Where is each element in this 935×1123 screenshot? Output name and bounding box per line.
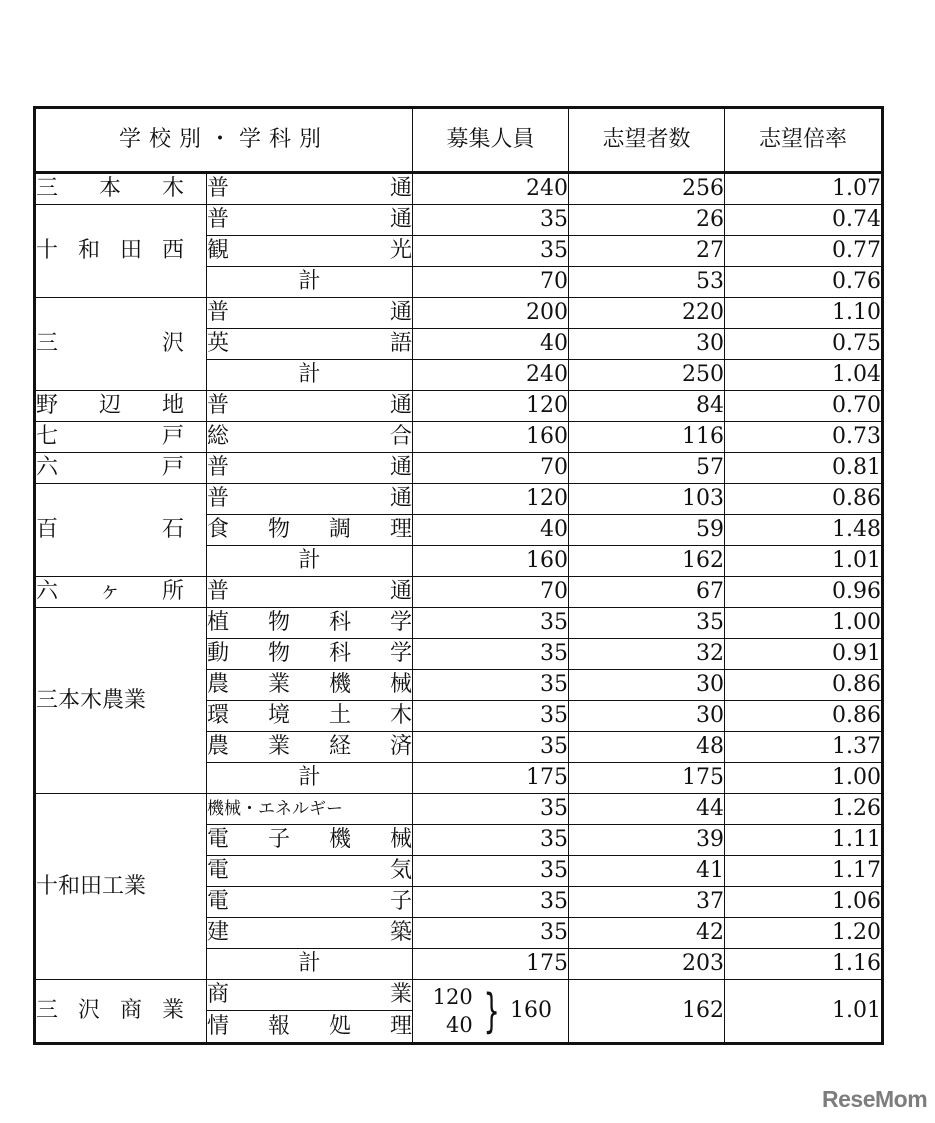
- dept-name: 植 物 科 学: [207, 608, 413, 639]
- applicants: 39: [569, 825, 725, 856]
- rate: 1.00: [725, 608, 883, 639]
- applicants: 220: [569, 298, 725, 329]
- school-name: 野 辺 地: [35, 391, 207, 422]
- dept-name: 電 子: [207, 887, 413, 918]
- dept-total: 計: [207, 267, 413, 298]
- rate: 1.20: [725, 918, 883, 949]
- applicants: 41: [569, 856, 725, 887]
- header-capacity: 募集人員: [413, 108, 569, 173]
- rate: 1.01: [725, 980, 883, 1044]
- header-school: 学校別・学科別: [35, 108, 413, 173]
- dept-total: 計: [207, 546, 413, 577]
- resemom-watermark: ReseMom: [822, 1086, 928, 1112]
- capacity: 175: [413, 949, 569, 980]
- school-name: 三 沢: [35, 298, 207, 391]
- capacity-merged: [413, 980, 569, 1044]
- capacity: 160: [413, 422, 569, 453]
- rate: 1.26: [725, 794, 883, 825]
- school-name: 百 石: [35, 484, 207, 577]
- dept-total: 計: [207, 949, 413, 980]
- applicants: 30: [569, 329, 725, 360]
- rate: 0.76: [725, 267, 883, 298]
- dept-name: 普 通: [207, 484, 413, 515]
- school-name: 六 ヶ 所: [35, 577, 207, 608]
- dept-name: 情 報 処 理: [207, 1011, 413, 1044]
- rate: 0.91: [725, 639, 883, 670]
- table-row: [35, 298, 883, 329]
- rate: 1.37: [725, 732, 883, 763]
- dept-name: 商 業: [207, 980, 413, 1011]
- rate: 1.10: [725, 298, 883, 329]
- table-row: [35, 980, 883, 1011]
- rate: 1.06: [725, 887, 883, 918]
- capacity: 35: [413, 701, 569, 732]
- capacity-total: 160: [510, 998, 553, 1023]
- capacity: 35: [413, 825, 569, 856]
- dept-name: 総 合: [207, 422, 413, 453]
- rate: 0.86: [725, 484, 883, 515]
- dept-name: 食 物 調 理: [207, 515, 413, 546]
- dept-name: 建 築: [207, 918, 413, 949]
- dept-name: 農 業 機 械: [207, 670, 413, 701]
- school-name: 三本木農業: [35, 608, 207, 794]
- applicants: 30: [569, 670, 725, 701]
- school-name: 三 本 木: [35, 173, 207, 205]
- capacity: 175: [413, 763, 569, 794]
- admissions-table: [33, 106, 884, 1045]
- rate: 1.11: [725, 825, 883, 856]
- table-row: [35, 205, 883, 236]
- capacity: 240: [413, 173, 569, 205]
- applicants: 59: [569, 515, 725, 546]
- capacity: 35: [413, 856, 569, 887]
- dept-name: 普 通: [207, 205, 413, 236]
- brace-icon: }: [483, 984, 500, 1038]
- dept-name: 動 物 科 学: [207, 639, 413, 670]
- school-name: 十 和 田 西: [35, 205, 207, 298]
- applicants: 32: [569, 639, 725, 670]
- capacity: 240: [413, 360, 569, 391]
- table-row: [35, 484, 883, 515]
- capacity: 35: [413, 608, 569, 639]
- capacity: 35: [413, 918, 569, 949]
- capacity: 70: [413, 453, 569, 484]
- capacity: 40: [413, 329, 569, 360]
- applicants: 57: [569, 453, 725, 484]
- table-body: [35, 173, 883, 1044]
- applicants: 42: [569, 918, 725, 949]
- dept-name: 普 通: [207, 577, 413, 608]
- rate: 1.16: [725, 949, 883, 980]
- capacity: 70: [413, 267, 569, 298]
- capacity: 35: [413, 732, 569, 763]
- school-name: 十和田工業: [35, 794, 207, 980]
- rate: 0.86: [725, 701, 883, 732]
- capacity: 35: [413, 887, 569, 918]
- capacity: 120: [413, 484, 569, 515]
- applicants: 84: [569, 391, 725, 422]
- rate: 0.81: [725, 453, 883, 484]
- applicants: 162: [569, 546, 725, 577]
- dept-name: 電 気: [207, 856, 413, 887]
- capacity: 200: [413, 298, 569, 329]
- table-row: [35, 794, 883, 825]
- dept-name: 電 子 機 械: [207, 825, 413, 856]
- applicants: 162: [569, 980, 725, 1044]
- dept-total: 計: [207, 360, 413, 391]
- dept-total: 計: [207, 763, 413, 794]
- rate: 0.77: [725, 236, 883, 267]
- capacity: 40: [413, 515, 569, 546]
- header-rate: 志望倍率: [725, 108, 883, 173]
- rate: 0.96: [725, 577, 883, 608]
- capacity: 35: [413, 236, 569, 267]
- applicants: 35: [569, 608, 725, 639]
- school-name: 三 沢 商 業: [35, 980, 207, 1044]
- rate: 0.70: [725, 391, 883, 422]
- rate: 0.74: [725, 205, 883, 236]
- dept-name: 機械・エネルギー: [207, 794, 413, 825]
- capacity: 35: [413, 205, 569, 236]
- school-name: 六 戸: [35, 453, 207, 484]
- applicants: 26: [569, 205, 725, 236]
- rate: 1.07: [725, 173, 883, 205]
- capacity: 70: [413, 577, 569, 608]
- dept-name: 普 通: [207, 453, 413, 484]
- dept-name: 観 光: [207, 236, 413, 267]
- dept-name: 英 語: [207, 329, 413, 360]
- applicants: 67: [569, 577, 725, 608]
- applicants: 44: [569, 794, 725, 825]
- capacity-sub: 40: [446, 1013, 473, 1037]
- table-row: [35, 453, 883, 484]
- school-name: 七 戸: [35, 422, 207, 453]
- rate: 0.86: [725, 670, 883, 701]
- table-row: [35, 577, 883, 608]
- capacity: 160: [413, 546, 569, 577]
- header-row: [35, 108, 883, 173]
- capacity: 120: [413, 391, 569, 422]
- rate: 1.01: [725, 546, 883, 577]
- applicants: 203: [569, 949, 725, 980]
- capacity: 35: [413, 794, 569, 825]
- applicants: 48: [569, 732, 725, 763]
- rate: 1.17: [725, 856, 883, 887]
- applicants: 250: [569, 360, 725, 391]
- applicants: 116: [569, 422, 725, 453]
- applicants: 30: [569, 701, 725, 732]
- applicants: 175: [569, 763, 725, 794]
- dept-name: 普 通: [207, 173, 413, 205]
- rate: 1.04: [725, 360, 883, 391]
- dept-name: 普 通: [207, 391, 413, 422]
- capacity: 35: [413, 639, 569, 670]
- table-row: [35, 173, 883, 205]
- table-row: [35, 608, 883, 639]
- applicants: 53: [569, 267, 725, 298]
- rate: 1.48: [725, 515, 883, 546]
- applicants: 27: [569, 236, 725, 267]
- table-row: [35, 391, 883, 422]
- rate: 0.73: [725, 422, 883, 453]
- table-row: [35, 422, 883, 453]
- dept-name: 普 通: [207, 298, 413, 329]
- rate: 1.00: [725, 763, 883, 794]
- rate: 0.75: [725, 329, 883, 360]
- applicants: 103: [569, 484, 725, 515]
- applicants: 256: [569, 173, 725, 205]
- header-applicants: 志望者数: [569, 108, 725, 173]
- capacity: 35: [413, 670, 569, 701]
- applicants: 37: [569, 887, 725, 918]
- dept-name: 環 境 土 木: [207, 701, 413, 732]
- capacity-sub: 120: [432, 985, 473, 1009]
- dept-name: 農 業 経 済: [207, 732, 413, 763]
